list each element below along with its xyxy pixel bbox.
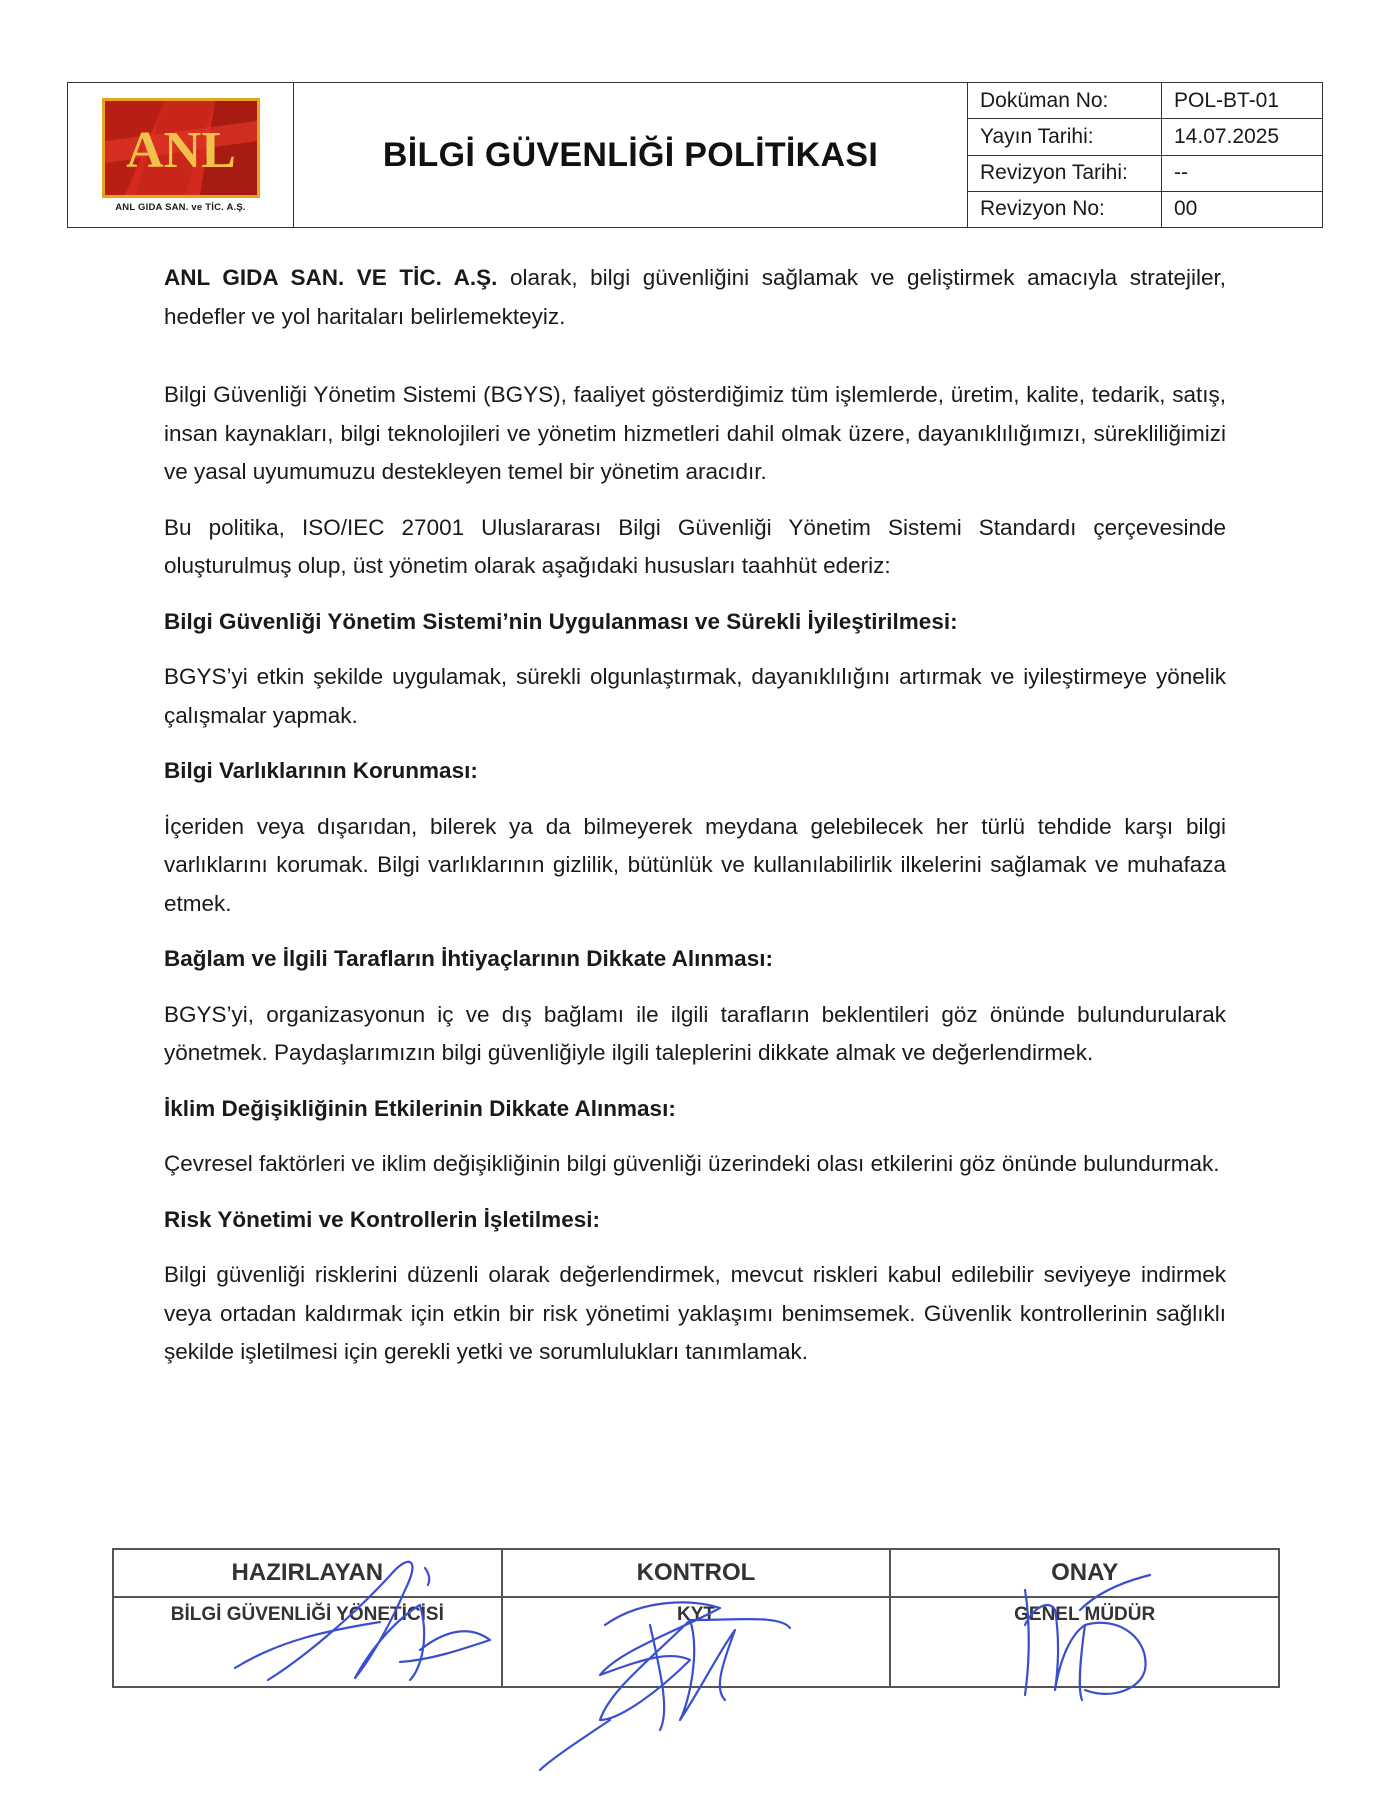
meta-label: Revizyon No: bbox=[968, 192, 1162, 227]
approval-approve bbox=[891, 1550, 1278, 1686]
title-cell bbox=[294, 83, 968, 227]
approval-role: KYT bbox=[677, 1604, 715, 1625]
meta-value: 14.07.2025 bbox=[1174, 124, 1280, 148]
meta-label: Revizyon Tarihi: bbox=[968, 156, 1162, 191]
meta-row-doc-no bbox=[968, 83, 1322, 119]
logo-cell bbox=[68, 83, 294, 227]
approval-prepared bbox=[114, 1550, 503, 1686]
meta-row-publish-date bbox=[968, 119, 1322, 155]
logo-graphic bbox=[105, 101, 257, 195]
approval-table bbox=[112, 1548, 1280, 1688]
paragraph-bgys: Bilgi Güvenliği Yönetim Sistemi (BGYS), faaliyet gösterdiğimiz tüm işlemlerde, üretim, kalite, tedarik, satış, insan kaynakları, bilgi teknolojileri ve yönetim hizmetleri dahil olmak üzere, dayanıklılığımızı, sürekliliğimizi ve yasal uyumumuzu destekleyen temel bir yönetim aracıdır. bbox=[164, 382, 1226, 484]
meta-label: Doküman No: bbox=[968, 83, 1162, 118]
paragraph-iso: Bu politika, ISO/IEC 27001 Uluslararası Bilgi Güvenliği Yönetim Sistemi Standardı çerçevesinde oluşturulmuş olup, üst yönetim olarak aşağıdaki hususları taahhüt ederiz: bbox=[164, 514, 1226, 578]
logo-caption: ANL GIDA SAN. ve TİC. A.Ş. bbox=[115, 201, 246, 213]
document-header bbox=[67, 82, 1323, 228]
section-heading: İklim Değişikliğinin Etkilerinin Dikkate Alınması: bbox=[164, 1095, 676, 1121]
intro-text: olarak, bilgi güvenliğini sağlamak ve geliştirmek amacıyla stratejiler, hedefler ve yol haritaları belirlemekteyiz. bbox=[164, 265, 1226, 329]
policy-content bbox=[164, 259, 1226, 1372]
meta-value: -- bbox=[1174, 161, 1188, 185]
section-heading: Bilgi Varlıklarının Korunması: bbox=[164, 758, 478, 783]
document-title: BİLGİ GÜVENLİĞİ POLİTİKASI bbox=[382, 135, 879, 174]
section-text: İçeriden veya dışarıdan, bilerek ya da bilmeyerek meydana gelebilecek her türlü tehdide karşı bilgi varlıklarını korumak. Bilgi varlıklarının gizlilik, bütünlük ve kullanılabilirlik ilkelerini sağlamak ve muhafaza etmek. bbox=[164, 813, 1226, 916]
meta-value: 00 bbox=[1174, 197, 1198, 221]
section-text: BGYS’yi, organizasyonun iç ve dış bağlamı ile ilgili tarafların beklentileri göz önünde bulundurularak yönetmek. Paydaşlarımızın bilgi güvenliğiyle ilgili taleplerini dikkate almak ve değerlendirmek. bbox=[164, 1001, 1226, 1065]
intro-paragraph bbox=[164, 259, 1226, 336]
section-heading: Bilgi Güvenliği Yönetim Sistemi’nin Uygulanması ve Sürekli İyileştirilmesi: bbox=[164, 608, 958, 634]
company-logo bbox=[102, 98, 260, 198]
approval-head: ONAY bbox=[891, 1550, 1278, 1598]
section-text: BGYS’yi etkin şekilde uygulamak, sürekli olgunlaştırmak, dayanıklılığını artırmak ve iyileştirmeye yönelik çalışmalar yapmak. bbox=[164, 664, 1226, 728]
section-heading: Risk Yönetimi ve Kontrollerin İşletilmesi: bbox=[164, 1206, 600, 1232]
meta-label: Yayın Tarihi: bbox=[968, 119, 1162, 154]
meta-value: POL-BT-01 bbox=[1174, 88, 1280, 112]
meta-row-revision-date bbox=[968, 156, 1322, 192]
section-text: Bilgi güvenliği risklerini düzenli olarak değerlendirmek, mevcut riskleri kabul edilebilir seviyeye indirmek veya ortadan kaldırmak için etkin bir risk yönetimi yaklaşımı benimsemek. Güvenlik kontrollerinin sağlıklı şekilde işletilmesi için gerekli yetki ve sorumlulukları tanımlamak. bbox=[164, 1262, 1226, 1364]
document-meta bbox=[968, 83, 1322, 227]
logo-text: ANL bbox=[125, 121, 236, 179]
approval-role: BİLGİ GÜVENLİĞİ YÖNETİCİSİ bbox=[170, 1604, 444, 1625]
approval-role: GENEL MÜDÜR bbox=[1014, 1604, 1156, 1625]
approval-head: HAZIRLAYAN bbox=[114, 1550, 501, 1598]
approval-control bbox=[503, 1550, 892, 1686]
section-heading: Bağlam ve İlgili Tarafların İhtiyaçlarının Dikkate Alınması: bbox=[164, 946, 773, 971]
section-text: Çevresel faktörleri ve iklim değişikliğinin bilgi güvenliği üzerindeki olası etkilerini göz önünde bulundurmak. bbox=[164, 1151, 1220, 1176]
meta-row-revision-no bbox=[968, 192, 1322, 227]
approval-head: KONTROL bbox=[503, 1550, 890, 1598]
company-name: ANL GIDA SAN. VE TİC. A.Ş. bbox=[164, 265, 498, 290]
